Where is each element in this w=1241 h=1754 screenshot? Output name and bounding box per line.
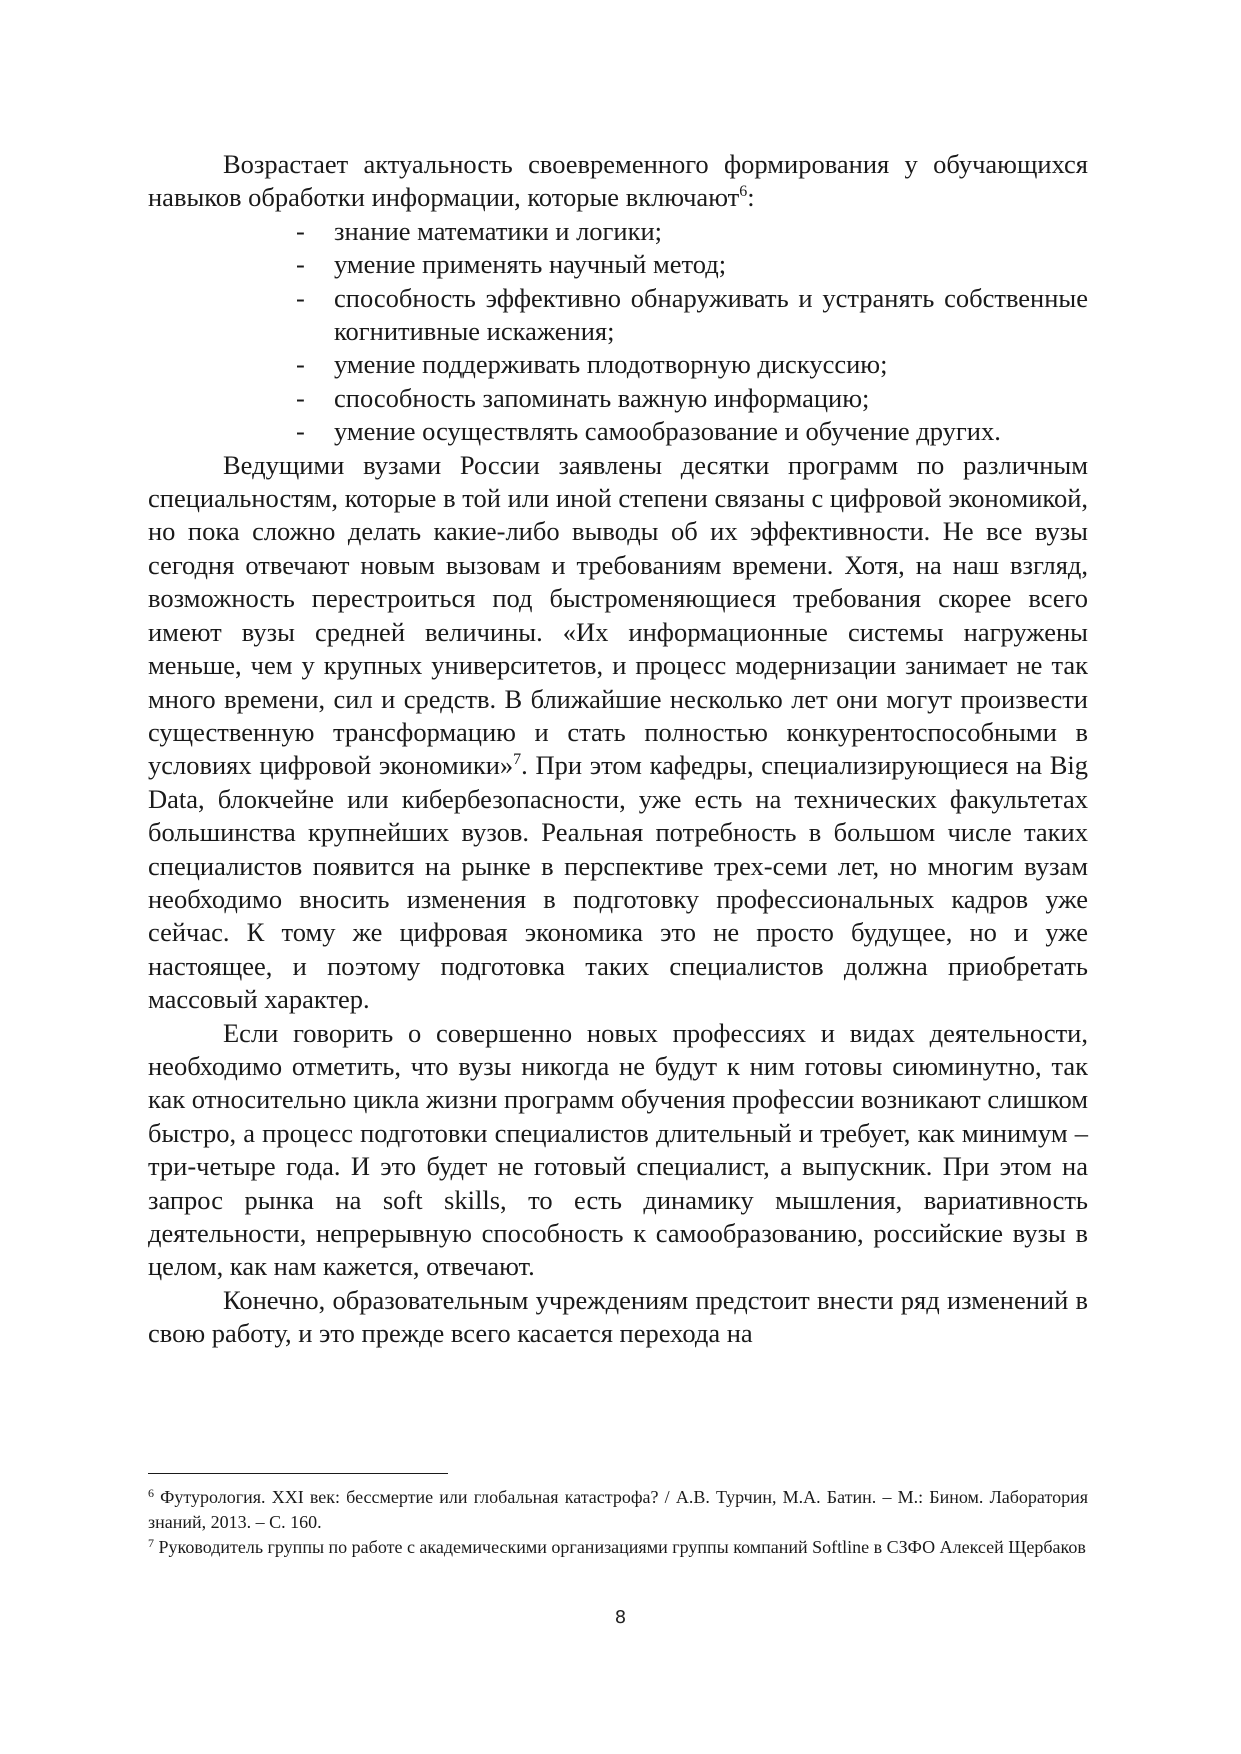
footnotes xyxy=(148,1485,1088,1560)
main-text xyxy=(148,148,1088,1351)
footnote-text: Руководитель группы по работе с академическими организациями группы компаний Softline в СЗФО Алексей Щербаков xyxy=(158,1537,1086,1557)
list-item: - знание математики и логики; xyxy=(296,215,1088,248)
list-item: - умение осуществлять самообразование и обучение других. xyxy=(296,415,1088,448)
list-item: - умение применять научный метод; xyxy=(296,248,1088,281)
list-item: - умение поддерживать плодотворную дискуссию; xyxy=(296,348,1088,381)
footnote-ref-6[interactable]: 6 xyxy=(739,183,748,201)
paragraph-intro-text: Возрастает актуальность своевременного формирования у обучающихся навыков обработки информации, которые включают xyxy=(148,149,1088,213)
paragraph-new-professions: Если говорить о совершенно новых профессиях и видах деятельности, необходимо отметить, что вузы никогда не будут к ним готовы сиюминутно, так как относительно цикла жизни программ обучения профессии возникают слишком быстро, а процесс подготовки специалистов длительный и требует, как минимум – три-четыре года. И это будет не готовый специалист, а выпускник. При этом на запрос рынка на soft skills, то есть динамику мышления, вариативность деятельности, непрерывную способность к самообразованию, российские вузы в целом, как нам кажется, отвечают. xyxy=(148,1017,1088,1282)
paragraph-changes: Конечно, образовательным учреждениям предстоит внести ряд изменений в свою работу, и это прежде всего касается перехода на xyxy=(148,1284,1088,1349)
footnote-text: Футурология. XXI век: бессмертие или глобальная катастрофа? / А.В. Турчин, М.А. Батин. – М.: Бином. Лаборатория знаний, 2013. – С. 160. xyxy=(148,1487,1088,1532)
footnote-ref-7[interactable]: 7 xyxy=(513,751,522,769)
paragraph-intro-tail: : xyxy=(747,182,755,213)
footnote-separator xyxy=(148,1473,448,1474)
list-item: - способность запоминать важную информацию; xyxy=(296,382,1088,415)
paragraph-intro xyxy=(148,148,1088,215)
footnote-number: 6 xyxy=(148,1486,154,1500)
footnote-7 xyxy=(148,1535,1088,1560)
skills-list xyxy=(148,215,1088,449)
list-item: - способность эффективно обнаруживать и устранять собственные когнитивные искажения; xyxy=(296,282,1088,349)
footnote-number: 7 xyxy=(148,1536,154,1550)
paragraph-universities xyxy=(148,449,1088,1017)
footnote-6 xyxy=(148,1485,1088,1535)
paragraph-universities-text: Ведущими вузами России заявлены десятки программ по различным специальностям, которые в той или иной степени связаны с цифровой экономикой, но пока сложно делать какие-либо выводы об их эффективности. Не все вузы сегодня отвечают новым вызовам и требованиям времени. Хотя, на наш взгляд, возможность перестроиться под быстроменяющиеся требования скорее всего имеют вузы средней величины. «Их информационные системы нагружены меньше, чем у крупных университетов, и процесс модернизации занимает не так много времени, сил и средств. В ближайшие несколько лет они могут произвести существенную трансформацию и стать полностью конкурентоспособными в условиях цифровой экономики» xyxy=(148,449,1088,781)
paragraph-universities-tail: . При этом кафедры, специализирующиеся на Big Data, блокчейне или кибербезопасности, уже есть на технических факультетах большинства крупнейших вузов. Реальная потребность в большом числе таких специалистов появится на рынке в перспективе трех-семи лет, но многим вузам необходимо вносить изменения в подготовку профессиональных кадров уже сейчас. К тому же цифровая экономика это не просто будущее, но и уже настоящее, и поэтому подготовка таких специалистов должна приобретать массовый характер. xyxy=(148,750,1088,1015)
page-number: 8 xyxy=(614,1607,627,1628)
